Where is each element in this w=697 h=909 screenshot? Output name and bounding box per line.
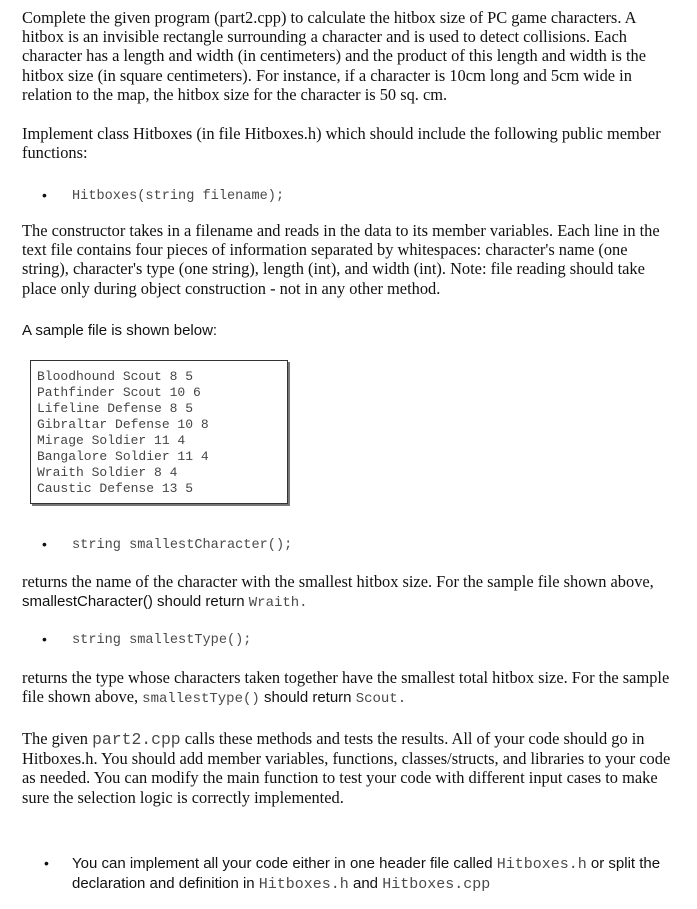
sample-file-line: Bloodhound Scout 8 5: [37, 369, 194, 384]
sample-file-line: Wraith Soldier 8 4: [37, 465, 178, 480]
bullet-icon: •: [44, 855, 49, 871]
smallest-character-call: smallestCharacter() should return: [22, 593, 249, 611]
given-code-filename: part2.cpp: [92, 730, 181, 749]
constructor-signature: Hitboxes(string filename);: [72, 189, 285, 204]
sample-file-line: Lifeline Defense 8 5: [37, 401, 194, 416]
given-code-paragraph: [22, 729, 678, 807]
note-text-b: or split the declaration and definition in: [72, 855, 661, 892]
sample-file-line: Caustic Defense 13 5: [37, 481, 194, 496]
smallest-type-description: [22, 668, 678, 709]
smallest-character-result: Wraith.: [248, 595, 308, 612]
smallest-type-call: smallestType(): [142, 691, 260, 708]
constructor-description: The constructor takes in a filename and reads in the data to its member variables. Each line in the text file contains four pieces of information separated by whitespaces: character's name (one string), character's type (one string), length (int), and width (int). Note: file reading should take place only during object construction - not in any other method.: [22, 221, 660, 298]
smallest-type-should-return: should return: [259, 689, 356, 707]
constructor-bullet: [22, 186, 672, 206]
note-text-a: You can implement all your code either in one header file called: [72, 855, 497, 872]
intro-paragraph: Complete the given program (part2.cpp) to calculate the hitbox size of PC game characters. A hitbox is an invisible rectangle surrounding a character and is used to detect collisions. Each character has a length and width (in centimeters) and the product of this length and width is the hitbox size (in square centimeters). For instance, if a character is 10cm long and 5cm wide in relation to the map, the hitbox size for the character is 50 sq. cm.: [22, 8, 647, 104]
smallest-type-result: Scout.: [355, 691, 407, 708]
smallest-character-bullet: [22, 535, 672, 555]
smallest-character-text: returns the name of the character with the smallest hitbox size. For the sample file shown above,: [22, 572, 654, 591]
bullet-icon: •: [42, 187, 47, 203]
implement-paragraph: Implement class Hitboxes (in file Hitboxes.h) which should include the following public member functions:: [22, 124, 661, 163]
smallest-character-description: [22, 572, 662, 613]
smallest-type-text: returns the type whose characters taken together have the smallest total hitbox size. For the sample file shown above,: [22, 668, 670, 707]
note-header-file: Hitboxes.h: [496, 856, 587, 873]
note-text-c: and: [348, 875, 383, 892]
smallest-type-bullet: [22, 630, 672, 650]
sample-file-line: Pathfinder Scout 10 6: [37, 385, 201, 400]
note-cpp-file: Hitboxes.cpp: [382, 876, 491, 893]
smallest-type-signature: string smallestType();: [72, 633, 252, 648]
note-header-file-2: Hitboxes.h: [258, 876, 349, 893]
sample-file-line: Mirage Soldier 11 4: [37, 433, 186, 448]
implementation-note-bullet: [22, 854, 672, 894]
sample-file-line: Bangalore Soldier 11 4: [37, 449, 209, 464]
smallest-character-signature: string smallestCharacter();: [72, 538, 293, 553]
given-code-text-b: calls these methods and tests the results. All of your code should go in Hitboxes.h. You should add member variables, functions, classes/structs, and libraries to your code as needed. You can modify the main function to test your code with different input cases to make sure the selection logic is correctly implemented.: [22, 729, 671, 807]
sample-file-box: [30, 360, 288, 504]
sample-heading: A sample file is shown below:: [22, 322, 218, 339]
sample-file-content: [37, 369, 209, 497]
bullet-icon: •: [42, 631, 47, 647]
given-code-text-a: The given: [22, 729, 93, 748]
sample-file-line: Gibraltar Defense 10 8: [37, 417, 209, 432]
bullet-icon: •: [42, 536, 47, 552]
